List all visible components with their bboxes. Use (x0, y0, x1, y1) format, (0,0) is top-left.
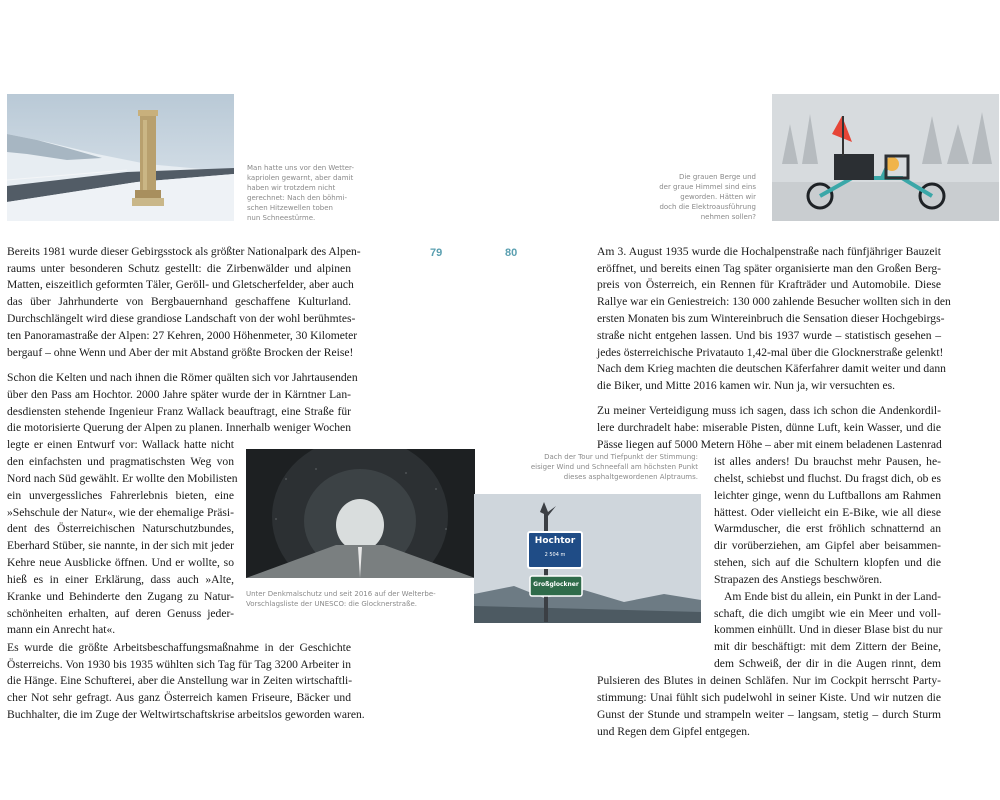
text-line: bergauf – ohne Wenn und Aber der mit Abstand größte Brocken der Reise! (7, 346, 354, 359)
text-line: Strapazen des Anstiegs beschwören. (714, 573, 883, 586)
caption-sign: Dach der Tour und Tiefpunkt der Stimmung: eisiger Wind und Schneefall am höchsten Punkt dieses asphaltgewordenen Alptraums. (530, 453, 698, 481)
text-line: die Hänge. Eine Schufterei, aber die Anstellung war in Zeiten wirtschaftli- (7, 674, 353, 687)
text-line: lere durchradelt habe: miserable Pisten, dünne Luft, kein Wasser, und die (597, 421, 941, 434)
text-line: Schon die Kelten und nach ihnen die Römer quälten sich vor Jahrtausenden (7, 371, 358, 384)
page-number-right: 80 (505, 247, 518, 259)
text-line: chelst, schiebst und fluchst. Du fragst dich, ob es (714, 472, 942, 485)
text-line: stimmung: Unai fühlt sich pudelwohl in seiner Kiste. Und wir nutzen die (597, 691, 941, 704)
text-line: den einfachsten und pragmatischsten Weg von (7, 455, 234, 468)
text-line: Kranke und Behinderte den Zugang zu Natur- (7, 590, 234, 603)
text-line: Pulsieren des Blutes in deinen Schläfen. Nur im Cockpit herrscht Party- (597, 674, 941, 687)
caption-monument: Man hatte uns vor den Wetter- kapriolen gewarnt, aber damit haben wir trotzdem nicht gerechnet: Nach den böhmi- schen Hitzewellen toben nun Schneestürme. (247, 164, 354, 222)
text-line: Buchhalter, die im Zuge der Weltwirtschaftskrise arbeitslos geworden waren. (7, 708, 365, 721)
text-line: schönheiten erhalten, auf deren Genuss jeder- (7, 607, 234, 620)
text-line: kommen einhüllt. Und in dieser Blase bist du nur (714, 623, 943, 636)
text-line: und Regen dem Gipfel entgegen. (597, 725, 750, 738)
text-line: Rallye war ein Geniestreich: 130 000 zahlende Besucher wollten sich in den (597, 295, 951, 308)
text-line: Gunst der Stunde und strampeln weiter – langsam, stetig – durch Sturm (597, 708, 941, 721)
text-line: Kehre neue Ausblicke öffnen. Und er wollte, so (7, 556, 234, 569)
sign-grossglockner: Großglockner (533, 581, 579, 588)
text-line: ein unvergessliches Fahrerlebnis bieten, eine (7, 489, 234, 502)
text-line: Es wurde die größte Arbeitsbeschaffungsmaßnahme in der Geschichte (7, 641, 351, 654)
text-line: die motorisierte Querung der Alpen zu planen. Innerhalb weniger Wochen (7, 421, 351, 434)
text-line: hieß es in einer Erklärung, dass auch »Alte, (7, 573, 234, 586)
text-line: ten Panoramastraße der Alpen: 27 Kehren, 2000 Höhenmeter, 30 Kilometer (7, 329, 358, 342)
caption-tunnel: Unter Denkmalschutz und seit 2016 auf der Welterbe- Vorschlagsliste der UNESCO: die Glocknerstraße. (246, 590, 436, 608)
text-line: schaft, die dich umgibt wie ein Meer und voll- (714, 607, 941, 620)
text-line: stehen, sich auf die Schultern klopfen und die (714, 556, 941, 569)
text-line: »Sehschule der Natur«, wie der ehemalige Präsi- (7, 506, 234, 519)
text-line: Bereits 1981 wurde dieser Gebirgsstock als größter Nationalpark des Alpen- (7, 245, 361, 258)
text-line: leichter ginge, wenn du Luftballons am Rahmen (714, 489, 941, 502)
text-line: Zu meiner Verteidigung muss ich sagen, dass ich schon die Andenkordil- (597, 404, 941, 417)
text-line: preis von Österreich, ein Rennen für Krafträder und Automobile. Diese (597, 278, 941, 291)
text-line: legte er einen Entwurf vor: Wallack hatte nicht (7, 438, 234, 451)
text-line: Am 3. August 1935 wurde die Hochalpenstraße nach fünfjähriger Bauzeit (597, 245, 941, 258)
text-line: Am Ende bist du allein, ein Punkt in der Land- (724, 590, 942, 603)
text-line: desdiensten stehende Ingenieur Franz Wallack beauftragt, eine Straße für (7, 405, 351, 418)
text-line: hättest. Oder vielleicht ein E-Bike, wie all diese (714, 506, 941, 519)
text-line: dent des Österreichischen Naturschutzbundes, (7, 522, 234, 535)
text-line: Nach dem Krieg machten die deutschen Käferfahrer damit weiter und dann (597, 362, 946, 375)
text-line: Nord nach Süd gewählt. Er wollte den Mobilisten (7, 472, 238, 485)
text-line: mann ein Anrecht hat«. (7, 623, 116, 636)
text-line: über den Pass am Hochtor. 2000 Jahre später wurde der in Kärntner Lan- (7, 388, 351, 401)
text-line: ersten Monaten bis zum Wintereinbruch die Sensation dieser Hochgebirgs- (597, 312, 945, 325)
text-line: mit dir beschäftigt: mit dem Zittern der Beine, (714, 640, 941, 653)
text-line: das über Jahrhunderte von Bergbauernhand geschaffene Kulturland. (7, 295, 351, 308)
tunnel-photo (246, 449, 475, 578)
caption-cargo-bike: Die grauen Berge und der graue Himmel sind eins geworden. Hätten wir doch die Elektroausführung nehmen sollen? (659, 173, 756, 221)
text-line: jedes österreichische Privatauto 1,42-mal über die Glocknerstraße gelenkt! (597, 346, 944, 359)
cargo-bike-photo (772, 94, 999, 221)
page-number-left: 79 (430, 247, 443, 259)
hochtor-sign-photo (474, 494, 701, 623)
text-line: straße nicht entgehen lassen. Und bis 1937 wurde – statistisch gesehen – (597, 329, 941, 342)
text-line: die Biker, und Mitte 2016 kamen wir. Nun ja, wir versuchten es. (597, 379, 896, 392)
text-line: dem Schweiß, der dir in die Augen rinnt, dem (714, 657, 941, 670)
monument-photo (7, 94, 234, 221)
text-line: Eberhard Stüber, sie nannte, in der sich mit jeder (7, 539, 234, 552)
text-line: Durchschlängelt wird diese grandiose Landschaft von der wohl berühmtes- (7, 312, 356, 325)
text-line: raums unter besonderen Schutz gestellt: die Zirbenwälder und alpinen (7, 262, 351, 275)
text-line: cher Not sehr gefragt. Aus ganz Österreich kamen Friseure, Bäcker und (7, 691, 351, 704)
text-line: Pässe liegen auf 5000 Metern Höhe – aber mit einem beladenen Lastenrad (597, 438, 942, 451)
text-line: dir vorüberziehen, am Gipfel aber beisammen- (714, 539, 941, 552)
sign-elevation: 2 504 m (544, 552, 566, 558)
text-line: ist alles anders! Du brauchst mehr Pausen, he- (714, 455, 941, 468)
sign-title: Hochtor (534, 536, 576, 546)
text-line: eröffnet, und bereits einen Tag später organisierte man den Großen Berg- (597, 262, 941, 275)
text-line: Warmduscher, die erst fröhlich schnatternd an (714, 522, 941, 535)
text-line: Österreichs. Von 1930 bis 1935 wühlten sich Tag für Tag 3200 Arbeiter in (7, 658, 351, 671)
text-line: Matten, eiszeitlich geformten Täler, Geröll- und Gletscherfelder, aber auch (7, 278, 354, 291)
